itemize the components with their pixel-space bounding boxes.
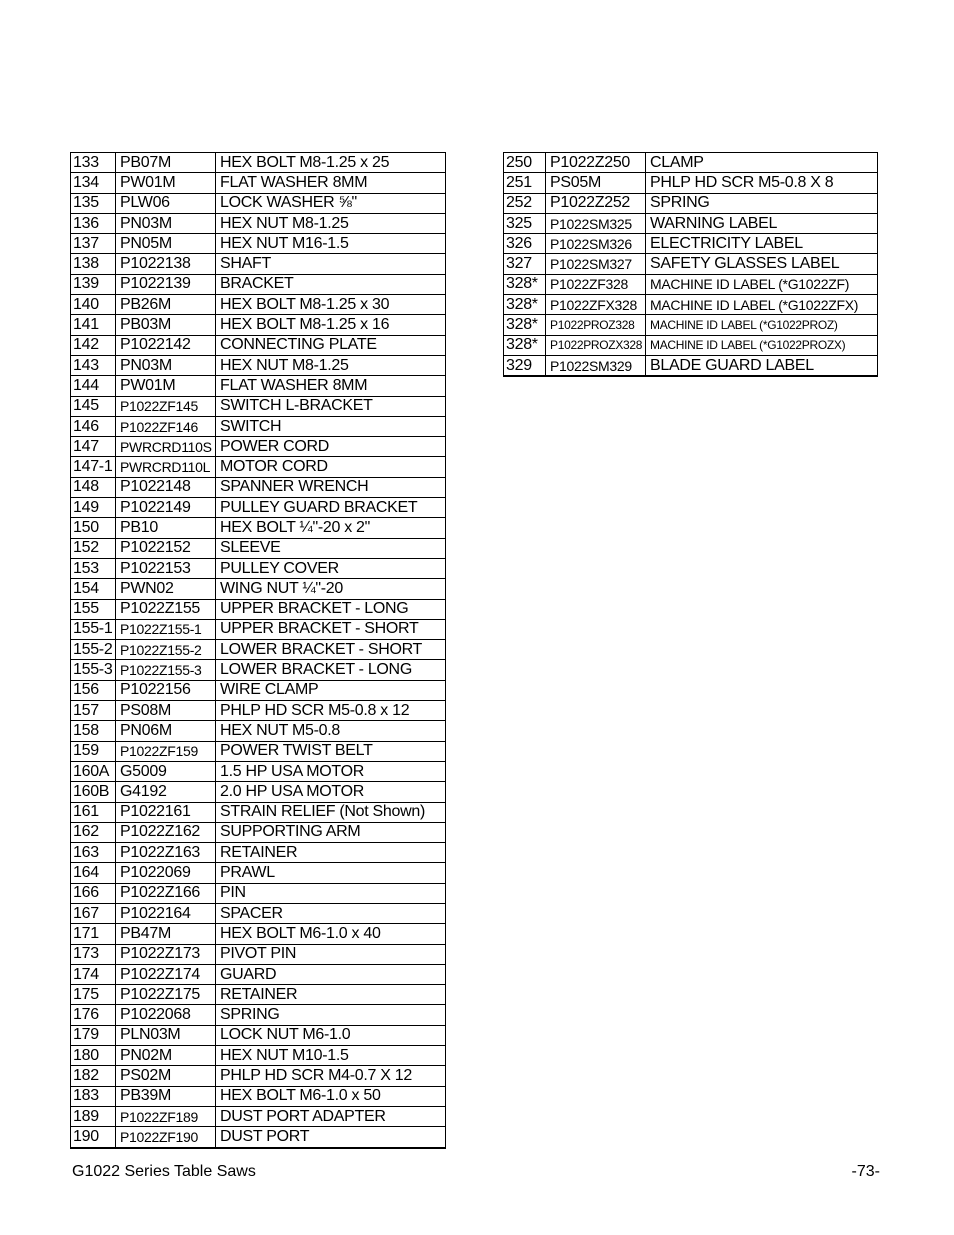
table-row (71, 782, 446, 802)
ref-number: 157 (71, 701, 116, 721)
table-row (71, 1025, 446, 1045)
part-number: P1022Z175 (116, 985, 216, 1005)
table-row (504, 335, 878, 355)
part-number: PWRCRD110S (116, 437, 216, 457)
part-number: P1022Z174 (116, 964, 216, 984)
part-number: P1022Z166 (116, 883, 216, 903)
ref-number: 139 (71, 274, 116, 294)
table-row (71, 1086, 446, 1106)
ref-number: 159 (71, 741, 116, 761)
part-description: 2.0 HP USA MOTOR (216, 782, 446, 802)
part-description: BRACKET (216, 274, 446, 294)
part-number: P1022ZFX328 (546, 295, 646, 315)
table-row (504, 213, 878, 233)
ref-number: 136 (71, 213, 116, 233)
table-row (71, 640, 446, 660)
part-description: DUST PORT (216, 1127, 446, 1148)
ref-number: 251 (504, 173, 546, 193)
part-description: SWITCH L-BRACKET (216, 396, 446, 416)
table-row (71, 680, 446, 700)
ref-number: 160A (71, 761, 116, 781)
ref-number: 190 (71, 1127, 116, 1148)
part-description: PHLP HD SCR M4-0.7 X 12 (216, 1066, 446, 1086)
ref-number: 145 (71, 396, 116, 416)
part-number: P1022SM329 (546, 355, 646, 376)
part-number: P1022PROZX328 (546, 335, 646, 355)
ref-number: 329 (504, 355, 546, 376)
part-number: P1022139 (116, 274, 216, 294)
part-description: PULLEY COVER (216, 558, 446, 578)
part-description: SHAFT (216, 254, 446, 274)
part-number: P1022ZF328 (546, 274, 646, 294)
ref-number: 327 (504, 254, 546, 274)
ref-number: 148 (71, 477, 116, 497)
part-number: P1022ZF159 (116, 741, 216, 761)
ref-number: 167 (71, 903, 116, 923)
part-description: SPRING (216, 1005, 446, 1025)
ref-number: 140 (71, 295, 116, 315)
table-row (71, 153, 446, 173)
ref-number: 182 (71, 1066, 116, 1086)
part-description: CONNECTING PLATE (216, 335, 446, 355)
table-row (71, 822, 446, 842)
part-number: PB39M (116, 1086, 216, 1106)
ref-number: 180 (71, 1046, 116, 1066)
part-description: PRAWL (216, 863, 446, 883)
table-row (71, 396, 446, 416)
ref-number: 173 (71, 944, 116, 964)
ref-number: 328* (504, 315, 546, 335)
part-description: WING NUT ¼"-20 (216, 579, 446, 599)
ref-number: 155-3 (71, 660, 116, 680)
part-description: UPPER BRACKET - SHORT (216, 619, 446, 639)
part-description: HEX NUT M10-1.5 (216, 1046, 446, 1066)
table-row (71, 335, 446, 355)
table-row (71, 213, 446, 233)
part-description: PIVOT PIN (216, 944, 446, 964)
part-number: PB10 (116, 518, 216, 538)
table-row (71, 761, 446, 781)
ref-number: 164 (71, 863, 116, 883)
table-row (504, 295, 878, 315)
part-description: HEX NUT M5-0.8 (216, 721, 446, 741)
part-number: PB03M (116, 315, 216, 335)
table-row (71, 579, 446, 599)
part-number: P1022ZF146 (116, 416, 216, 436)
parts-table-right-body (504, 153, 878, 377)
part-description: SLEEVE (216, 538, 446, 558)
part-description: DUST PORT ADAPTER (216, 1106, 446, 1126)
table-row (71, 1005, 446, 1025)
table-row (71, 1127, 446, 1148)
part-description: PHLP HD SCR M5-0.8 x 12 (216, 701, 446, 721)
table-row (71, 1106, 446, 1126)
table-row (504, 234, 878, 254)
part-description: POWER TWIST BELT (216, 741, 446, 761)
part-description: UPPER BRACKET - LONG (216, 599, 446, 619)
parts-table-left-body (71, 153, 446, 1148)
ref-number: 152 (71, 538, 116, 558)
part-number: PWRCRD110L (116, 457, 216, 477)
part-number: P1022ZF189 (116, 1106, 216, 1126)
part-number: PN03M (116, 355, 216, 375)
table-row (71, 437, 446, 457)
ref-number: 325 (504, 213, 546, 233)
part-description: POWER CORD (216, 437, 446, 457)
table-row (504, 274, 878, 294)
part-number: PB47M (116, 924, 216, 944)
part-description: CLAMP (646, 153, 878, 173)
ref-number: 137 (71, 234, 116, 254)
part-number: G5009 (116, 761, 216, 781)
part-number: P1022069 (116, 863, 216, 883)
ref-number: 147-1 (71, 457, 116, 477)
part-description: SPANNER WRENCH (216, 477, 446, 497)
table-row (71, 295, 446, 315)
table-row (504, 193, 878, 213)
table-row (71, 538, 446, 558)
part-number: P1022142 (116, 335, 216, 355)
ref-number: 150 (71, 518, 116, 538)
ref-number: 155-1 (71, 619, 116, 639)
table-row (71, 254, 446, 274)
part-description: 1.5 HP USA MOTOR (216, 761, 446, 781)
ref-number: 160B (71, 782, 116, 802)
part-description: SAFETY GLASSES LABEL (646, 254, 878, 274)
part-number: PN03M (116, 213, 216, 233)
table-row (71, 985, 446, 1005)
part-number: P1022Z155-1 (116, 619, 216, 639)
table-row (71, 376, 446, 396)
ref-number: 138 (71, 254, 116, 274)
table-row (71, 274, 446, 294)
footer-manual-title: G1022 Series Table Saws (72, 1163, 256, 1180)
part-number: P1022ZF145 (116, 396, 216, 416)
part-number: P1022Z173 (116, 944, 216, 964)
part-description: HEX BOLT M6-1.0 x 40 (216, 924, 446, 944)
part-description: LOCK NUT M6-1.0 (216, 1025, 446, 1045)
part-description: SPRING (646, 193, 878, 213)
ref-number: 149 (71, 498, 116, 518)
ref-number: 183 (71, 1086, 116, 1106)
part-number: P1022149 (116, 498, 216, 518)
ref-number: 143 (71, 355, 116, 375)
ref-number: 133 (71, 153, 116, 173)
part-description: BLADE GUARD LABEL (646, 355, 878, 376)
table-row (504, 315, 878, 335)
ref-number: 158 (71, 721, 116, 741)
ref-number: 141 (71, 315, 116, 335)
table-row (71, 1046, 446, 1066)
part-description: LOCK WASHER ⅝" (216, 193, 446, 213)
table-row (71, 721, 446, 741)
footer-page-number: -73- (851, 1163, 880, 1180)
part-number: P1022PROZ328 (546, 315, 646, 335)
part-description: WIRE CLAMP (216, 680, 446, 700)
ref-number: 166 (71, 883, 116, 903)
part-number: PW01M (116, 376, 216, 396)
ref-number: 179 (71, 1025, 116, 1045)
ref-number: 161 (71, 802, 116, 822)
ref-number: 250 (504, 153, 546, 173)
part-description: MACHINE ID LABEL (*G1022ZFX) (646, 295, 878, 315)
part-number: P1022164 (116, 903, 216, 923)
table-row (71, 193, 446, 213)
ref-number: 174 (71, 964, 116, 984)
part-number: PS02M (116, 1066, 216, 1086)
table-row (71, 903, 446, 923)
ref-number: 156 (71, 680, 116, 700)
table-row (71, 498, 446, 518)
ref-number: 175 (71, 985, 116, 1005)
part-number: PLN03M (116, 1025, 216, 1045)
part-number: P1022SM325 (546, 213, 646, 233)
table-row (71, 843, 446, 863)
ref-number: 171 (71, 924, 116, 944)
ref-number: 154 (71, 579, 116, 599)
ref-number: 146 (71, 416, 116, 436)
part-number: PWN02 (116, 579, 216, 599)
part-description: FLAT WASHER 8MM (216, 173, 446, 193)
parts-table-right (503, 152, 878, 377)
part-description: HEX NUT M8-1.25 (216, 355, 446, 375)
ref-number: 142 (71, 335, 116, 355)
ref-number: 252 (504, 193, 546, 213)
part-number: P1022ZF190 (116, 1127, 216, 1148)
part-number: P1022SM327 (546, 254, 646, 274)
ref-number: 144 (71, 376, 116, 396)
part-description: STRAIN RELIEF (Not Shown) (216, 802, 446, 822)
part-description: RETAINER (216, 843, 446, 863)
table-row (71, 944, 446, 964)
table-row (71, 701, 446, 721)
table-row (71, 964, 446, 984)
part-number: P1022Z162 (116, 822, 216, 842)
ref-number: 135 (71, 193, 116, 213)
part-description: ELECTRICITY LABEL (646, 234, 878, 254)
ref-number: 155-2 (71, 640, 116, 660)
part-number: P1022Z155-2 (116, 640, 216, 660)
part-description: WARNING LABEL (646, 213, 878, 233)
part-number: PS05M (546, 173, 646, 193)
table-row (71, 518, 446, 538)
table-row (71, 883, 446, 903)
ref-number: 155 (71, 599, 116, 619)
part-number: P1022068 (116, 1005, 216, 1025)
ref-number: 189 (71, 1106, 116, 1126)
ref-number: 326 (504, 234, 546, 254)
table-row (504, 173, 878, 193)
ref-number: 176 (71, 1005, 116, 1025)
ref-number: 153 (71, 558, 116, 578)
part-description: LOWER BRACKET - SHORT (216, 640, 446, 660)
ref-number: 162 (71, 822, 116, 842)
table-row (504, 355, 878, 376)
part-number: P1022Z155-3 (116, 660, 216, 680)
part-number: G4192 (116, 782, 216, 802)
table-row (71, 802, 446, 822)
part-description: HEX NUT M16-1.5 (216, 234, 446, 254)
part-number: PS08M (116, 701, 216, 721)
part-number: P1022161 (116, 802, 216, 822)
part-number: P1022Z163 (116, 843, 216, 863)
ref-number: 328* (504, 274, 546, 294)
part-number: P1022138 (116, 254, 216, 274)
table-row (71, 741, 446, 761)
table-row (71, 599, 446, 619)
part-description: PIN (216, 883, 446, 903)
part-description: MACHINE ID LABEL (*G1022PROZ) (646, 315, 878, 335)
part-description: FLAT WASHER 8MM (216, 376, 446, 396)
part-description: GUARD (216, 964, 446, 984)
ref-number: 147 (71, 437, 116, 457)
part-number: PN05M (116, 234, 216, 254)
part-description: MACHINE ID LABEL (*G1022PROZX) (646, 335, 878, 355)
part-number: P1022Z252 (546, 193, 646, 213)
table-row (71, 924, 446, 944)
part-number: P1022Z155 (116, 599, 216, 619)
part-description: SWITCH (216, 416, 446, 436)
table-row (71, 173, 446, 193)
part-description: HEX NUT M8-1.25 (216, 213, 446, 233)
ref-number: 163 (71, 843, 116, 863)
parts-table-left (70, 152, 446, 1149)
part-description: HEX BOLT M8-1.25 x 16 (216, 315, 446, 335)
part-number: P1022152 (116, 538, 216, 558)
part-number: PB07M (116, 153, 216, 173)
table-row (71, 619, 446, 639)
ref-number: 134 (71, 173, 116, 193)
table-row (71, 355, 446, 375)
table-row (71, 863, 446, 883)
table-row (71, 457, 446, 477)
table-row (71, 416, 446, 436)
part-number: PN02M (116, 1046, 216, 1066)
part-description: HEX BOLT M8-1.25 x 30 (216, 295, 446, 315)
part-number: P1022153 (116, 558, 216, 578)
part-description: PHLP HD SCR M5-0.8 X 8 (646, 173, 878, 193)
part-number: P1022Z250 (546, 153, 646, 173)
table-row (504, 254, 878, 274)
part-description: RETAINER (216, 985, 446, 1005)
part-description: HEX BOLT M8-1.25 x 25 (216, 153, 446, 173)
table-row (71, 558, 446, 578)
part-description: SUPPORTING ARM (216, 822, 446, 842)
table-row (71, 1066, 446, 1086)
part-number: PW01M (116, 173, 216, 193)
table-row (71, 477, 446, 497)
part-number: P1022156 (116, 680, 216, 700)
part-number: PLW06 (116, 193, 216, 213)
table-row (71, 660, 446, 680)
part-description: HEX BOLT M6-1.0 x 50 (216, 1086, 446, 1106)
table-row (71, 315, 446, 335)
part-description: SPACER (216, 903, 446, 923)
ref-number: 328* (504, 295, 546, 315)
part-description: MOTOR CORD (216, 457, 446, 477)
part-description: MACHINE ID LABEL (*G1022ZF) (646, 274, 878, 294)
part-description: HEX BOLT ¼"-20 x 2" (216, 518, 446, 538)
part-description: PULLEY GUARD BRACKET (216, 498, 446, 518)
table-row (71, 234, 446, 254)
part-number: PN06M (116, 721, 216, 741)
table-row (504, 153, 878, 173)
ref-number: 328* (504, 335, 546, 355)
part-number: P1022148 (116, 477, 216, 497)
part-number: P1022SM326 (546, 234, 646, 254)
part-description: LOWER BRACKET - LONG (216, 660, 446, 680)
part-number: PB26M (116, 295, 216, 315)
